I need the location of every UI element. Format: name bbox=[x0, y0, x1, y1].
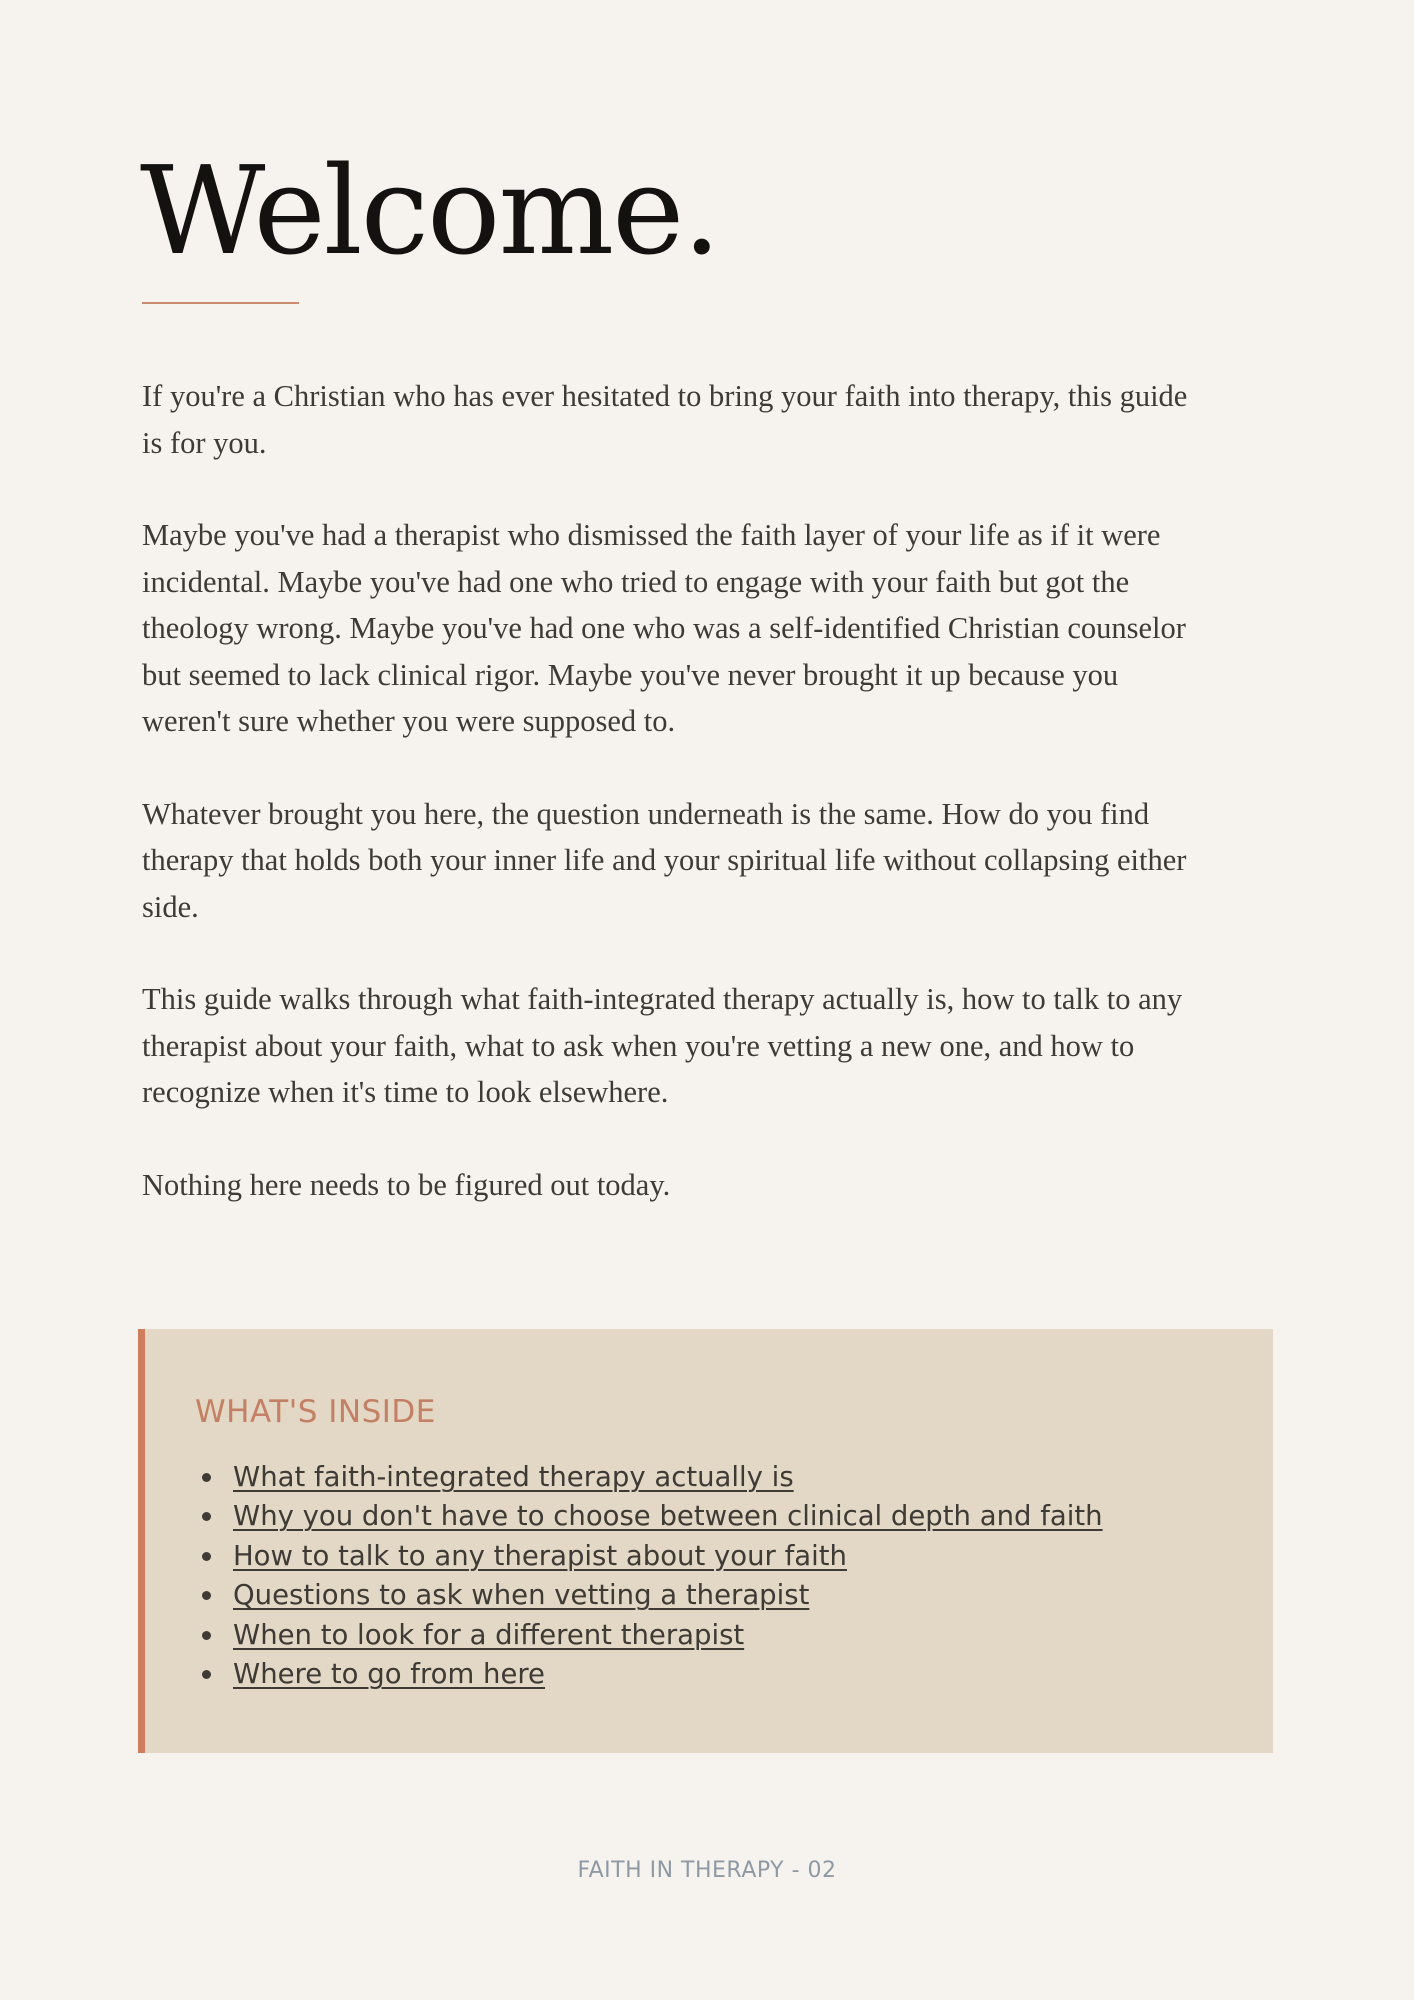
intro-paragraph: If you're a Christian who has ever hesitated to bring your faith into therapy, this guide is for you. bbox=[142, 379, 1188, 460]
table-of-contents bbox=[233, 1458, 1103, 1694]
intro-paragraph: Nothing here needs to be figured out today. bbox=[142, 1167, 671, 1202]
toc-item bbox=[233, 1655, 1103, 1694]
toc-link-vetting-questions[interactable]: Questions to ask when vetting a therapist bbox=[233, 1579, 810, 1612]
toc-link-clinical-depth-and-faith[interactable]: Why you don't have to choose between clinical depth and faith bbox=[233, 1500, 1103, 1533]
intro-body bbox=[142, 373, 1202, 1254]
intro-paragraph: Whatever brought you here, the question underneath is the same. How do you find therapy that holds both your inner life and your spiritual life without collapsing either side. bbox=[142, 796, 1187, 924]
intro-paragraph: Maybe you've had a therapist who dismissed the faith layer of your life as if it were incidental. Maybe you've had one who tried to engage with your faith but got the theology wrong. Maybe you've had one who was a self-identified Christian counselor but seemed to lack clinical rigor. Maybe you've never brought it up because you weren't sure whether you were supposed to. bbox=[142, 518, 1186, 738]
whats-inside-callout bbox=[138, 1329, 1273, 1753]
toc-item bbox=[233, 1458, 1103, 1497]
intro-paragraph: This guide walks through what faith-integrated therapy actually is, how to talk to any therapist about your faith, what to ask when you're vetting a new one, and how to recognize when it's time to look elsewhere. bbox=[142, 982, 1183, 1109]
callout-heading: WHAT'S INSIDE bbox=[195, 1394, 436, 1430]
title-divider bbox=[142, 302, 299, 304]
toc-item bbox=[233, 1616, 1103, 1655]
toc-item bbox=[233, 1576, 1103, 1615]
page-footer: FAITH IN THERAPY - 02 bbox=[577, 1858, 837, 1883]
toc-link-faith-integrated-therapy[interactable]: What faith-integrated therapy actually is bbox=[233, 1461, 794, 1493]
toc-link-where-to-go[interactable]: Where to go from here bbox=[233, 1658, 545, 1691]
toc-item bbox=[233, 1497, 1103, 1536]
toc-link-talk-to-therapist[interactable]: How to talk to any therapist about your faith bbox=[233, 1539, 847, 1572]
page-title: Welcome. bbox=[140, 140, 720, 282]
toc-link-different-therapist[interactable]: When to look for a different therapist bbox=[233, 1618, 745, 1651]
toc-item bbox=[233, 1537, 1103, 1576]
